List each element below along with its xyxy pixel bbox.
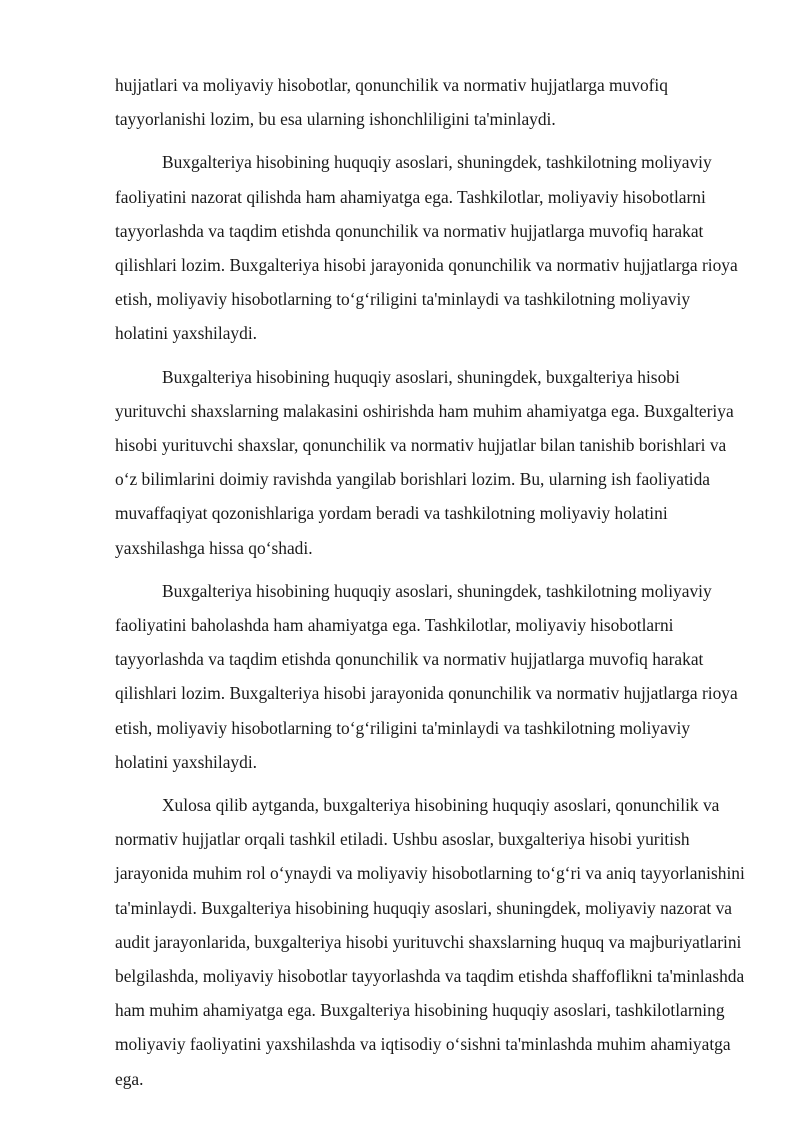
paragraph-conclusion: Xulosa qilib aytganda, buxgalteriya hisobining huquqiy asoslari, qonunchilik va normativ hujjatlar orqali tashkil etiladi. Ushbu asoslar, buxgalteriya hisobi yuritish jarayonida muhim rol o‘ynaydi va moliyaviy hisobotlarning to‘g‘ri va aniq tayyorlanishini ta'minlaydi. Buxgalteriya hisobining huquqiy asoslari, shuningdek, moliyaviy nazorat va audit jarayonlarida, buxgalteriya hisobi yurituvchi shaxslarning huquq va majburiyatlarini belgilashda, moliyaviy hisobotlar tayyorlashda va taqdim etishda shaffoflikni ta'minlashda ham muhim ahamiyatga ega. Buxgalteriya hisobining huquqiy asoslari, tashkilotlarning moliyaviy faoliyatini yaxshilashda va iqtisodiy o‘sishni ta'minlashda muhim ahamiyatga ega. — [115, 795, 745, 1089]
document-page — [115, 68, 745, 1096]
paragraph-continuation: hujjatlari va moliyaviy hisobotlar, qonunchilik va normativ hujjatlarga muvofiq tayyorlanishi lozim, bu esa ularning ishonchliligini ta'minlaydi. — [115, 75, 668, 130]
paragraph-financial-assessment: Buxgalteriya hisobining huquqiy asoslari, shuningdek, tashkilotning moliyaviy faoliyatini baholashda ham ahamiyatga ega. Tashkilotlar, moliyaviy hisobotlarni tayyorlashda va taqdim etishda qonunchilik va normativ hujjatlarga muvofiq harakat qilishlari lozim. Buxgalteriya hisobi jarayonida qonunchilik va normativ hujjatlarga rioya etish, moliyaviy hisobotlarning to‘g‘riligini ta'minlaydi va tashkilotning moliyaviy holatini yaxshilaydi. — [115, 580, 738, 772]
paragraph-accountant-qualification: Buxgalteriya hisobining huquqiy asoslari, shuningdek, buxgalteriya hisobi yurituvchi shaxslarning malakasini oshirishda ham muhim ahamiyatga ega. Buxgalteriya hisobi yurituvchi shaxslar, qonunchilik va normativ hujjatlar bilan tanishib borishlari va o‘z bilimlarini doimiy ravishda yangilab borishlari lozim. Bu, ularning ish faoliyatida muvaffaqiyat qozonishlariga yordam beradi va tashkilotning moliyaviy holatini yaxshilashga hissa qo‘shadi. — [115, 366, 734, 558]
paragraph-financial-control: Buxgalteriya hisobining huquqiy asoslari, shuningdek, tashkilotning moliyaviy faoliyatini nazorat qilishda ham ahamiyatga ega. Tashkilotlar, moliyaviy hisobotlarni tayyorlashda va taqdim etishda qonunchilik va normativ hujjatlarga muvofiq harakat qilishlari lozim. Buxgalteriya hisobi jarayonida qonunchilik va normativ hujjatlarga rioya etish, moliyaviy hisobotlarning to‘g‘riligini ta'minlaydi va tashkilotning moliyaviy holatini yaxshilaydi. — [115, 152, 738, 344]
